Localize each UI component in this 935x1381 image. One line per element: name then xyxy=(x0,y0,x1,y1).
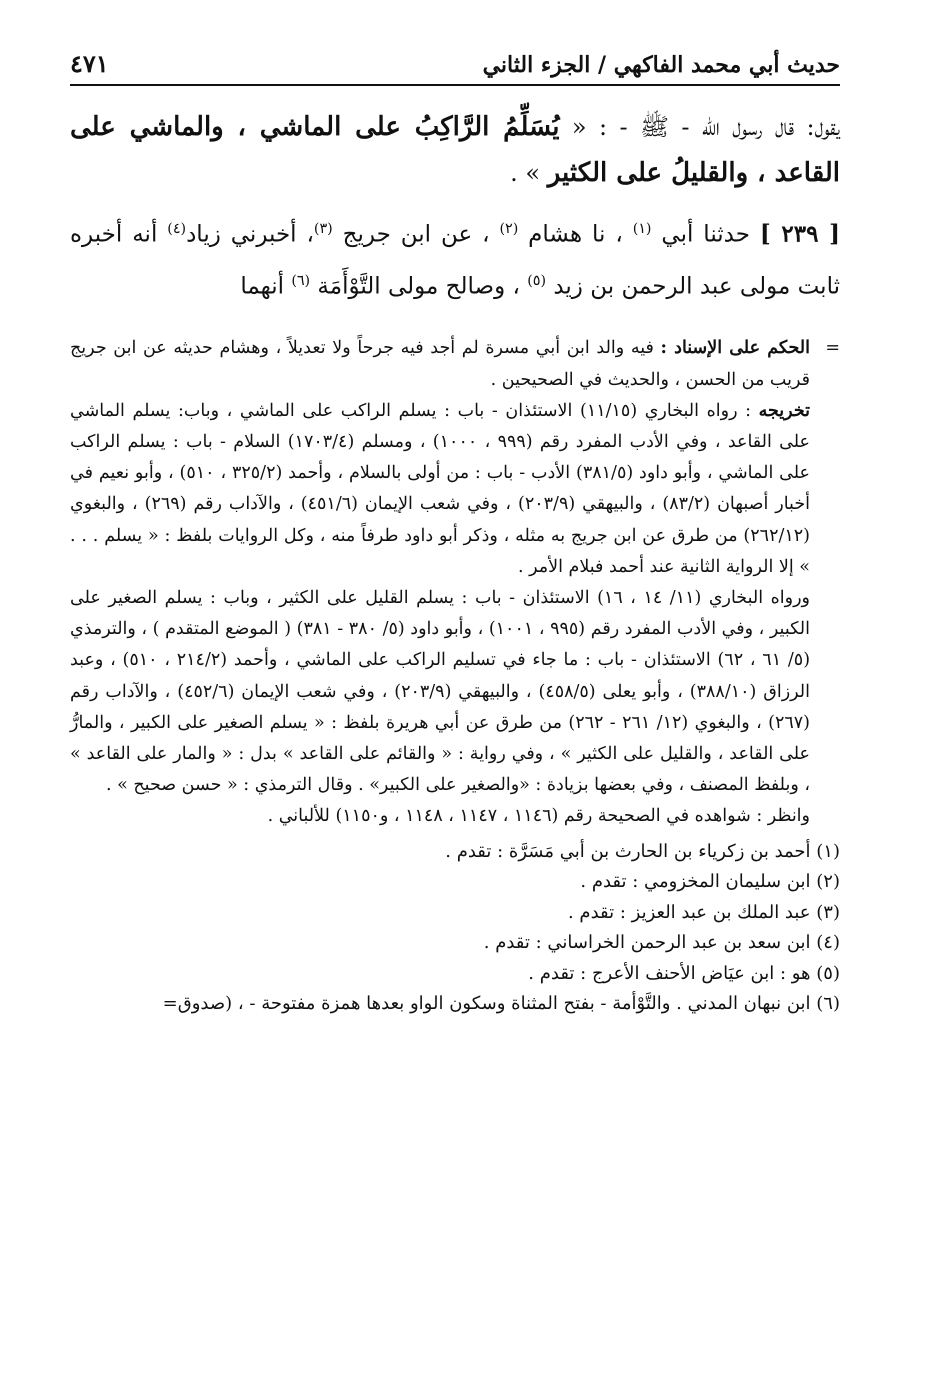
isnad-text-2: ، نا هشام xyxy=(518,221,633,248)
hadith-intro: يقول: قال رسول الله - ﷺ - : « xyxy=(559,113,841,141)
hadith-239-isnad xyxy=(70,206,840,309)
footnotes-section xyxy=(70,333,840,1019)
running-header xyxy=(70,40,840,78)
shawahid-paragraph: وانظر : شواهده في الصحيحة رقم (١١٤٦ ، ١١٤٧ ، ١١٤٨ ، و١١٥٠) للألباني . xyxy=(267,806,810,827)
page-number: ٤٧١ xyxy=(70,49,109,78)
hukm-label: الحكم على الإسناد : xyxy=(660,338,810,359)
takhrij-label: تخريجه xyxy=(758,400,810,421)
footnote-ref-5: (٥) xyxy=(527,272,547,289)
book-page xyxy=(70,40,840,1020)
hadith-close: » . xyxy=(510,159,548,187)
continuation-mark: = xyxy=(825,338,840,359)
isnad-text-1: حدثنا أبي xyxy=(651,221,760,248)
takhrij-paragraph-2: ورواه البخاري (١١/ ١٤ ، ١٦) الاستئذان - باب : يسلم القليل على الكثير ، وباب : يسلم الصغير على الكبير ، وفي الأدب المفرد رقم (٩٩٥ ، ١٠٠١) ، وأبو داود (٥/ ٣٨٠ - ٣٨١) ( الموضع المتقدم ) ، والترمذي (٥/ ٦١ ، ٦٢) الاستئذان - باب : ما جاء في تسليم الراكب على الماشي ، وأحمد (٢١٤/٢ ، ٥١٠) ، وعبد الرزاق (٣٨٨/١٠) ، وأبو يعلى (٤٥٨/٥) ، والبيهقي (٢٠٣/٩) ، وفي شعب الإيمان (٤٥٢/٦) ، والآداب رقم (٢٦٧) ، والبغوي (١٢/ ٢٦١ - ٢٦٢) من طرق عن أبي هريرة بلفظ : « يسلم الصغير على الكبير ، والمارُّ على القاعد ، والقليل على الكثير » ، وفي رواية : « والقائم على القاعد » بدل : « والمار على القاعد » ، وبلفظ المصنف ، وفي بعضها بزيادة : «والصغير على الكبير» . وقال الترمذي : « حسن صحيح » . xyxy=(70,587,811,796)
footnote-item: (٥) هو : ابن عيَاض الأحنف الأعرج : تقدم . xyxy=(528,962,840,984)
main-text xyxy=(70,104,840,196)
footnote-item: (١) أحمد بن زكرياء بن الحارث بن أبي مَسَرَّة : تقدم . xyxy=(445,840,840,862)
footnote-item: (٦) ابن نبهان المدني . والتَّوْأمة - بفتح المثناة وسكون الواو بعدها همزة مفتوحة - ، (صدوق= xyxy=(162,993,840,1015)
footnote-list xyxy=(70,837,840,1020)
footnote-item: (٤) ابن سعد بن عبد الرحمن الخراساني : تقدم . xyxy=(483,932,840,954)
hadith-text: يُسَلِّمُ الرَّاكِبُ على الماشي ، والماشي على القاعد ، والقليلُ على الكثير xyxy=(70,112,840,188)
isnad-text-3: ، عن ابن جريج xyxy=(332,221,500,248)
isnad-text-7: أنهما xyxy=(240,273,292,300)
footnote-ref-1: (١) xyxy=(632,221,652,237)
isnad-text-6: ، وصالح مولى التَّوْأَمَة xyxy=(310,273,528,300)
header-title: حديث أبي محمد الفاكهي / الجزء الثاني xyxy=(482,52,840,78)
footnote-item: (٢) ابن سليمان المخزومي : تقدم . xyxy=(580,871,840,893)
footnote-body xyxy=(70,333,810,832)
isnad-text-5: أنه أخبره ثابت مولى عبد الرحمن بن زيد xyxy=(70,221,840,300)
takhrij-text: : رواه البخاري (١١/١٥) الاستئذان - باب : يسلم الراكب على الماشي ، وباب: يسلم الماشي على القاعد ، وفي الأدب المفرد رقم (٩٩٩ ، ١٠٠٠) ، ومسلم (١٧٠٣/٤) السلام - باب : يسلم الراكب على الماشي ، وأبو داود (٣٨١/٥) الأدب - باب : من أولى بالسلام ، وأحمد (٣٢٥/٢ ، ٥١٠) ، وأبو نعيم في أخبار أصبهان (٨٣/٢) ، والبيهقي (٢٠٣/٩) ، وفي شعب الإيمان (٤٥١/٦) ، والآداب رقم (٢٦٩) ، والبغوي (٢٦٢/١٢) من طرق عن ابن جريج به مثله ، وذكر أبو داود طرفاً منه ، وكل الروايات بلفظ : « يسلم . . . » إلا الرواية الثانية عند أحمد فبلام الأمر . xyxy=(70,400,810,577)
hadith-number: [ ٢٣٩ ] xyxy=(759,220,840,248)
footnote-ref-2: (٢) xyxy=(499,221,519,237)
header-rule xyxy=(70,84,840,86)
footnote-ref-6: (٦) xyxy=(291,272,311,289)
footnote-ref-3: (٣) xyxy=(313,221,333,237)
hukm-paragraph xyxy=(70,333,810,395)
footnote-item: (٣) عبد الملك بن عبد العزيز : تقدم . xyxy=(567,901,840,923)
footnote-continuation xyxy=(70,333,840,832)
isnad-text-4: ، أخبرني زياد xyxy=(186,221,314,248)
takhrij-paragraph xyxy=(70,396,810,583)
hukm-text: فيه والد ابن أبي مسرة لم أجد فيه جرحاً ولا تعديلاً ، وهشام حديثه عن ابن جريج قريب من الحسن ، والحديث في الصحيحين . xyxy=(70,338,810,390)
footnote-ref-4: (٤) xyxy=(167,221,187,237)
